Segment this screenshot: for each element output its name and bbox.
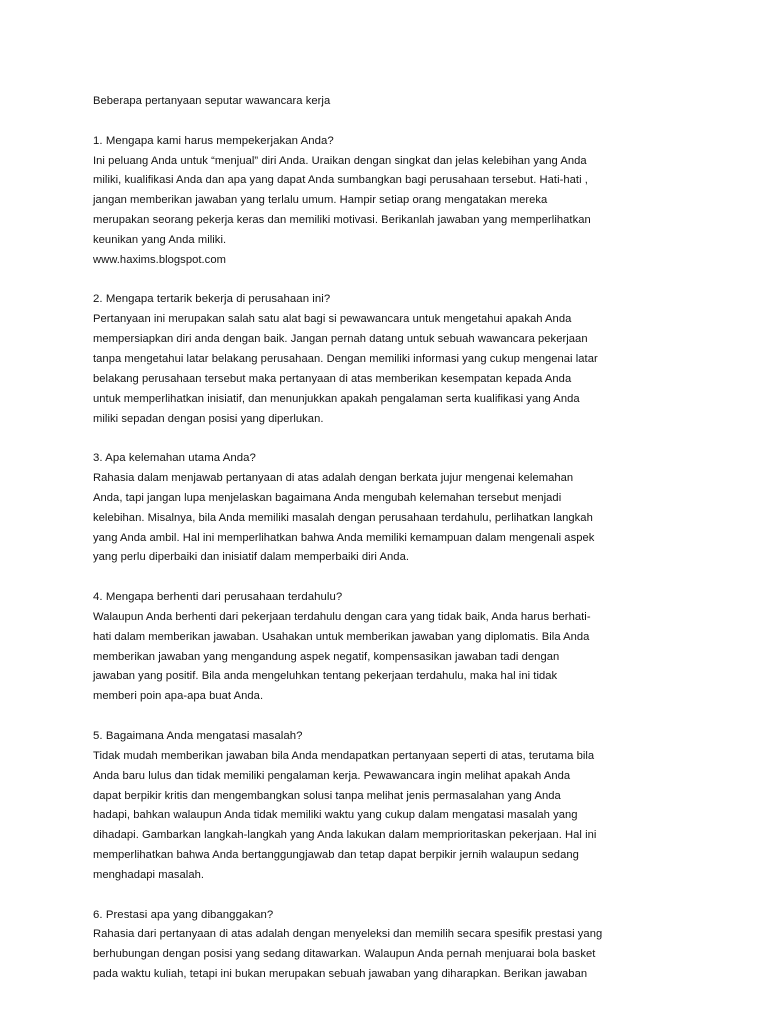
qa-section-1 <box>93 132 683 271</box>
answer-line: Rahasia dalam menjawab pertanyaan di atas adalah dengan berkata jujur mengenai kelemahan <box>93 472 574 485</box>
qa-section-6 <box>93 906 683 985</box>
answer-line: Tidak mudah memberikan jawaban bila Anda mendapatkan pertanyaan seperti di atas, terutama bila <box>93 749 595 762</box>
answer-line: yang perlu diperbaiki dan inisiatif dalam memperbaiki diri Anda. <box>93 551 409 564</box>
answer-line: memberi poin apa-apa buat Anda. <box>93 690 264 703</box>
answer-line: Pertanyaan ini merupakan salah satu alat bagi si pewawancara untuk mengetahui apakah Anda <box>93 313 572 326</box>
question-heading: 6. Prestasi apa yang dibanggakan? <box>93 908 274 921</box>
answer-line: mempersiapkan diri anda dengan baik. Jangan pernah datang untuk sebuah wawancara pekerjaan <box>93 333 588 346</box>
question-heading: 1. Mengapa kami harus mempekerjakan Anda? <box>93 134 334 147</box>
document-title: Beberapa pertanyaan seputar wawancara kerja <box>93 95 331 107</box>
answer-line: Rahasia dari pertanyaan di atas adalah dengan menyeleksi dan memilih secara spesifik prestasi yang <box>93 928 603 941</box>
answer-line: hati dalam memberikan jawaban. Usahakan untuk memberikan jawaban yang diplomatis. Bila Anda <box>93 630 590 643</box>
answer-line: dihadapi. Gambarkan langkah-langkah yang Anda lakukan dalam memprioritaskan pekerjaan. Hal ini <box>93 829 597 842</box>
answer-line: dapat berpikir kritis dan mengembangkan solusi tanpa melihat jenis permasalahan yang Anda <box>93 789 561 802</box>
answer-line: keunikan yang Anda miliki. <box>93 233 227 246</box>
answer-line: merupakan seorang pekerja keras dan memiliki motivasi. Berikanlah jawaban yang memperlihatkan <box>93 214 591 227</box>
answer-line: belakang perusahaan tersebut maka pertanyaan di atas memberikan kesempatan kepada Anda <box>93 372 572 385</box>
answer-line: Walaupun Anda berhenti dari pekerjaan terdahulu dengan cara yang tidak baik, Anda harus berhati- <box>93 610 591 623</box>
answer-line: yang Anda ambil. Hal ini memperlihatkan bahwa Anda memiliki kemampuan dalam mengenali aspek <box>93 531 595 544</box>
answer-line: Anda, tapi jangan lupa menjelaskan bagaimana Anda mengubah kelemahan tersebut menjadi <box>93 491 562 504</box>
answer-line: pada waktu kuliah, tetapi ini bukan merupakan sebuah jawaban yang diharapkan. Berikan jawaban <box>93 968 588 981</box>
qa-section-2 <box>93 290 683 429</box>
answer-line: berhubungan dengan posisi yang sedang ditawarkan. Walaupun Anda pernah menjuarai bola basket <box>93 948 596 961</box>
question-heading: 3. Apa kelemahan utama Anda? <box>93 452 256 465</box>
source-url-text: www.haxims.blogspot.com <box>93 253 226 266</box>
question-heading: 5. Bagaimana Anda mengatasi masalah? <box>93 730 303 742</box>
answer-line: Anda baru lulus dan tidak memiliki pengalaman kerja. Pewawancara ingin melihat apakah Anda <box>93 769 571 782</box>
answer-line: memperlihatkan bahwa Anda bertanggungjawab dan tetap dapat berpikir jernih walaupun sedang <box>93 849 579 862</box>
answer-line: miliki, kualifikasi Anda dan apa yang dapat Anda sumbangkan bagi perusahaan tersebut. Hati-hati , <box>93 174 588 187</box>
answer-line: tanpa mengetahui latar belakang perusahaan. Dengan memiliki informasi yang cukup mengenai latar <box>93 352 598 365</box>
answer-line: jangan memberikan jawaban yang terlalu umum. Hampir setiap orang mengatakan mereka <box>93 194 548 207</box>
answer-line: jawaban yang positif. Bila anda mengeluhkan tentang pekerjaan terdahulu, maka hal ini tidak <box>93 670 558 683</box>
answer-line: kelebihan. Misalnya, bila Anda memiliki masalah dengan perusahaan terdahulu, perlihatkan langkah <box>93 511 593 524</box>
document-page <box>93 92 683 1005</box>
answer-line: miliki sepadan dengan posisi yang diperlukan. <box>93 412 324 425</box>
question-heading: 4. Mengapa berhenti dari perusahaan terdahulu? <box>93 591 343 604</box>
qa-section-5 <box>93 727 683 886</box>
answer-line: Ini peluang Anda untuk “menjual” diri Anda. Uraikan dengan singkat dan jelas kelebihan yang Anda <box>93 154 587 167</box>
answer-line: menghadapi masalah. <box>93 868 205 881</box>
question-heading: 2. Mengapa tertarik bekerja di perusahaan ini? <box>93 293 331 306</box>
qa-section-3 <box>93 449 683 568</box>
answer-line: memberikan jawaban yang mengandung aspek negatif, kompensasikan jawaban tadi dengan <box>93 650 560 663</box>
qa-section-4 <box>93 588 683 707</box>
answer-line: untuk memperlihatkan inisiatif, dan menunjukkan apakah pengalaman serta kualifikasi yang Anda <box>93 392 580 405</box>
answer-line: hadapi, bahkan walaupun Anda tidak memiliki waktu yang cukup dalam mengatasi masalah yang <box>93 809 578 822</box>
